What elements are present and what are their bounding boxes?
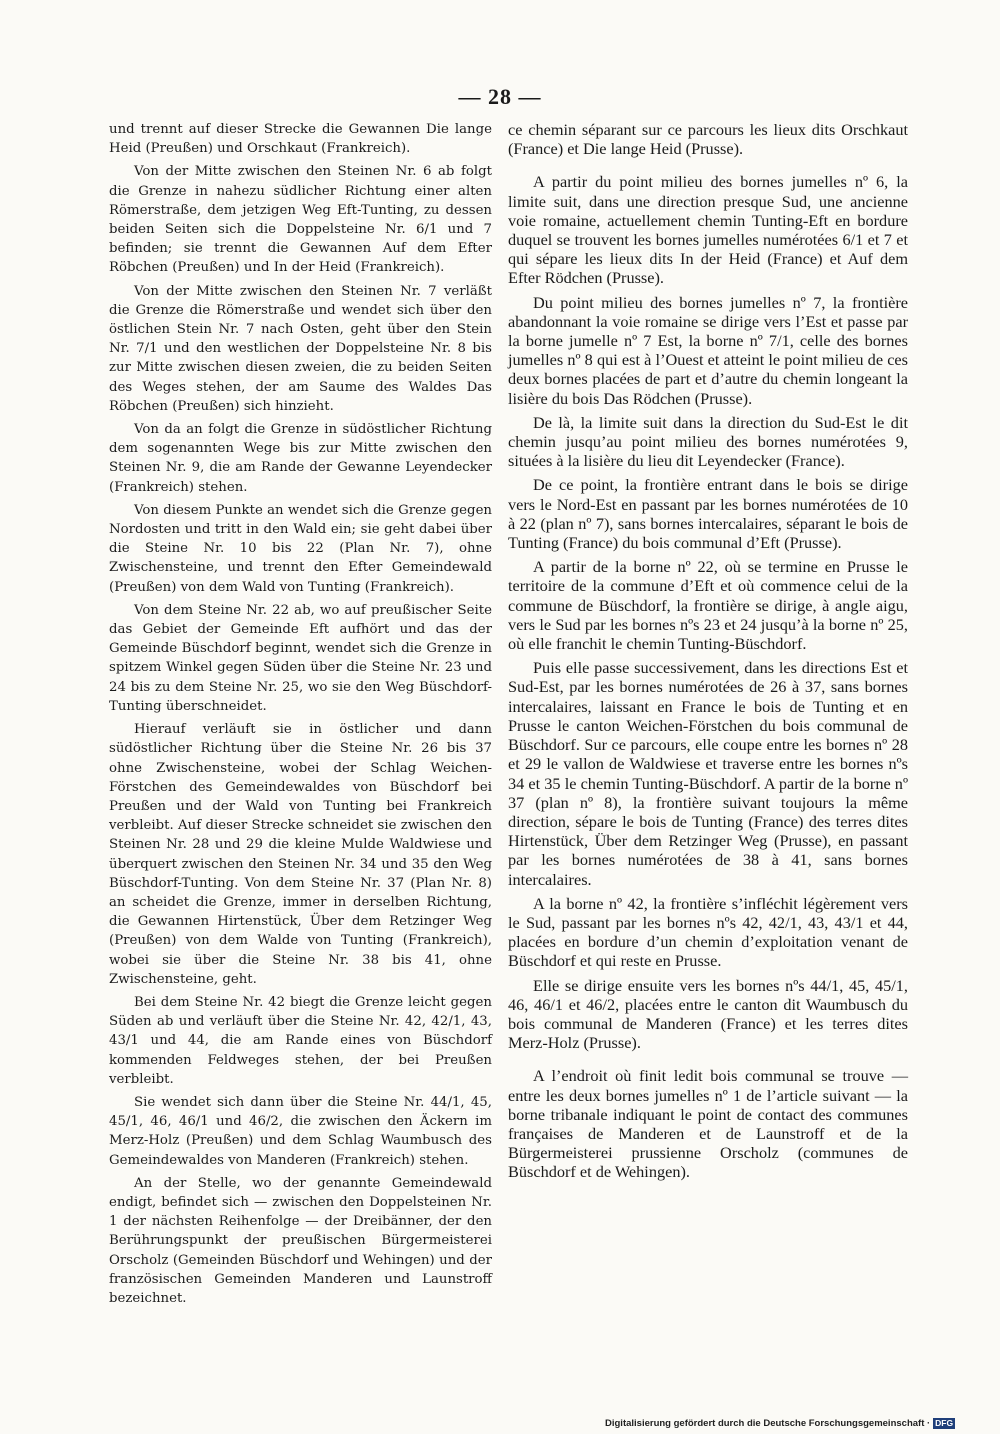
german-paragraph: und trennt auf dieser Strecke die Gewannen Die lange Heid (Preußen) und Orschkaut (Frankreich). — [109, 122, 492, 157]
french-paragraph: A partir du point milieu des bornes jumelles nº 6, la limite suit, dans une direction presque Sud, une ancienne voie romaine, actuellement chemin Tunting-Eft en bordure duquel se trouvent les bornes jumelles numérotées 6/1 et 7 et qui sépare les lieux dits In der Heid (France) et Auf dem Efter Rödchen (Prusse). — [508, 172, 908, 288]
footer-text: Digitalisierung gefördert durch die Deutsche Forschungsgemeinschaft · — [605, 1418, 931, 1429]
german-paragraph: Sie wendet sich dann über die Steine Nr. 44/1, 45, 45/1, 46, 46/1 und 46/2, die zwischen den Äckern im Merz-Holz (Preußen) und dem Schlag Waumbusch des Gemeindewaldes von Manderen (Frankreich) stehen. — [109, 1094, 492, 1168]
dfg-logo: DFG — [935, 1418, 954, 1428]
french-column — [508, 120, 908, 1187]
german-paragraph: Hierauf verläuft sie in östlicher und dann südöstlicher Richtung über die Steine Nr. 26 bis 37 ohne Zwischensteine, wobei der Schlag Weichen-Förstchen des Gemeindewaldes von Büschdorf bei Preußen und der Wald von Tunting bei Frankreich verbleibt. Auf dieser Strecke schneidet sie zwischen den Steinen Nr. 28 und 29 die kleine Mulde Waldwiese und überquert zwischen den Steinen Nr. 34 und 35 den Weg Büschdorf-Tunting. Von dem Steine Nr. 37 (Plan Nr. 8) an scheidet die Grenze, immer in derselben Richtung, die Gewannen Hirtenstück, Über dem Retzinger Weg (Preußen) von dem Walde von Tunting (Frankreich), wobei sie über die Steine Nr. 38 bis 41, ohne Zwischensteine, geht. — [109, 722, 492, 987]
german-paragraph: Von dem Steine Nr. 22 ab, wo auf preußischer Seite das Gebiet der Gemeinde Eft aufhört und das der Gemeinde Büschdorf beginnt, wendet sich die Grenze in spitzem Winkel gegen Süden über die Steine Nr. 23 und 24 bis zu dem Steine Nr. 25, wo sie den Weg Büschdorf-Tunting überschneidet. — [109, 602, 492, 714]
french-paragraph: De là, la limite suit dans la direction du Sud-Est le dit chemin jusqu’au point milieu des bornes numérotées 9, situées à la lisière du lieu dit Leyendecker (France). — [508, 412, 908, 471]
french-paragraph: Elle se dirige ensuite vers les bornes nºs 44/1, 45, 45/1, 46, 46/1 et 46/2, placées entre le canton dit Waumbusch du bois communal de Manderen (France) et les terres dites Merz-Holz (Prusse). — [508, 975, 908, 1053]
french-paragraph: ce chemin séparant sur ce parcours les lieux dits Orschkaut (France) et Die lange Heid (Prusse). — [508, 120, 908, 159]
german-paragraph: Von der Mitte zwischen den Steinen Nr. 6 ab folgt die Grenze in nahezu südlicher Richtung einer alten Römerstraße, dem jetzigen Weg Eft-Tunting, zu dessen beiden Seiten sich die Doppelsteine Nr. 6/1 und 7 befinden; sie trennt die Gewannen Auf dem Efter Röbchen (Preußen) und In der Heid (Frankreich). — [109, 164, 492, 276]
french-paragraph: Puis elle passe successivement, dans les directions Est et Sud-Est, par les bornes numérotées de 26 à 37, sans bornes intercalaires, laissant en France le bois de Tunting et en Prusse le canton Weichen-Förstchen du bois communal de Büschdorf. Sur ce parcours, elle coupe entre les bornes nº 28 et 29 le vallon de Waldwiese et traverse entre les bornes nºs 34 et 35 le chemin Tunting-Büschdorf. A partir de la borne nº 37 (plan nº 8), la frontière suivant toujours la même direction, sépare le bois de Tunting (France) des terres dites Hirtenstück, Über dem Retzinger Weg (Prusse), en passant par les bornes numérotées de 38 à 41, sans bornes intercalaires. — [508, 658, 908, 889]
french-paragraph: A partir de la borne nº 22, où se termine en Prusse le territoire de la commune d’Eft et où commence celui de la commune de Büschdorf, la frontière se dirige, à angle aigu, vers le Sud par les bornes nºs 23 et 24 jusqu’à la borne nº 25, où elle franchit le chemin Tunting-Büschdorf. — [508, 557, 908, 654]
german-column — [109, 120, 492, 1312]
digitization-footer — [605, 1418, 955, 1429]
german-paragraph: Bei dem Steine Nr. 42 biegt die Grenze leicht gegen Süden ab und verläuft über die Steine Nr. 42, 42/1, 43, 43/1 und 44, die am Rande eines von Büschdorf kommenden Feldweges stehen, der bei Preußen verbleibt. — [109, 994, 492, 1087]
french-paragraph: A l’endroit où finit ledit bois communal se trouve — entre les deux bornes jumelles nº 1 de l’article suivant — la borne tribanale indiquant le point de contact des communes françaises de Manderen et de Launstroff et de la Bürgermeisterei prussienne Orscholz (communes de Büschdorf et de Wehingen). — [508, 1066, 908, 1182]
french-paragraph: A la borne nº 42, la frontière s’infléchit légèrement vers le Sud, passant par les bornes nºs 42, 42/1, 43, 43/1 et 44, placées en bordure d’un chemin d’exploitation venant de Büschdorf et qui reste en Prusse. — [508, 893, 908, 971]
german-paragraph: Von der Mitte zwischen den Steinen Nr. 7 verläßt die Grenze die Römerstraße und wendet sich über den östlichen Stein Nr. 7 nach Osten, geht über den Stein Nr. 7/1 und den westlichen der Doppelsteine Nr. 8 bis zur Mitte zwischen diesen zweien, die zu beiden Seiten des Weges stehen, der am Saume des Waldes Das Röbchen (Preußen) sich hinzieht. — [109, 283, 492, 414]
german-paragraph: An der Stelle, wo der genannte Gemeindewald endigt, befindet sich — zwischen den Doppelsteinen Nr. 1 der nächsten Reihenfolge — der Dreibänner, der den Berührungspunkt der preußischen Bürgermeisterei Orscholz (Gemeinden Büschdorf und Wehingen) und der französischen Gemeinden Manderen und Launstroff bezeichnet. — [109, 1175, 492, 1306]
french-paragraph: De ce point, la frontière entrant dans le bois se dirige vers le Nord-Est en passant par les bornes numérotées de 10 à 22 (plan nº 7), sans bornes intercalaires, séparant le bois de Tunting (France) du bois communal d’Eft (Prusse). — [508, 475, 908, 553]
german-paragraph: Von da an folgt die Grenze in südöstlicher Richtung dem sogenannten Wege bis zur Mitte zwischen den Steinen Nr. 9, die am Rande der Gewanne Leyendecker (Frankreich) stehen. — [109, 422, 492, 495]
german-paragraph: Von diesem Punkte an wendet sich die Grenze gegen Nordosten und tritt in den Wald ein; sie geht dabei über die Steine Nr. 10 bis 22 (Plan Nr. 7), ohne Zwischensteine, und trennt den Efter Gemeindewald (Preußen) von dem Wald von Tunting (Frankreich). — [109, 502, 492, 595]
page-number: — 28 — — [458, 84, 542, 109]
french-paragraph: Du point milieu des bornes jumelles nº 7, la frontière abandonnant la voie romaine se dirige vers l’Est et passe par la borne jumelle nº 7 Est, la borne nº 7/1, celle des bornes jumelles nº 8 qui est à l’Ouest et atteint le point milieu de ces deux bornes placées de part et d’autre du chemin longeant la lisière du bois Das Rödchen (Prusse). — [508, 292, 908, 408]
